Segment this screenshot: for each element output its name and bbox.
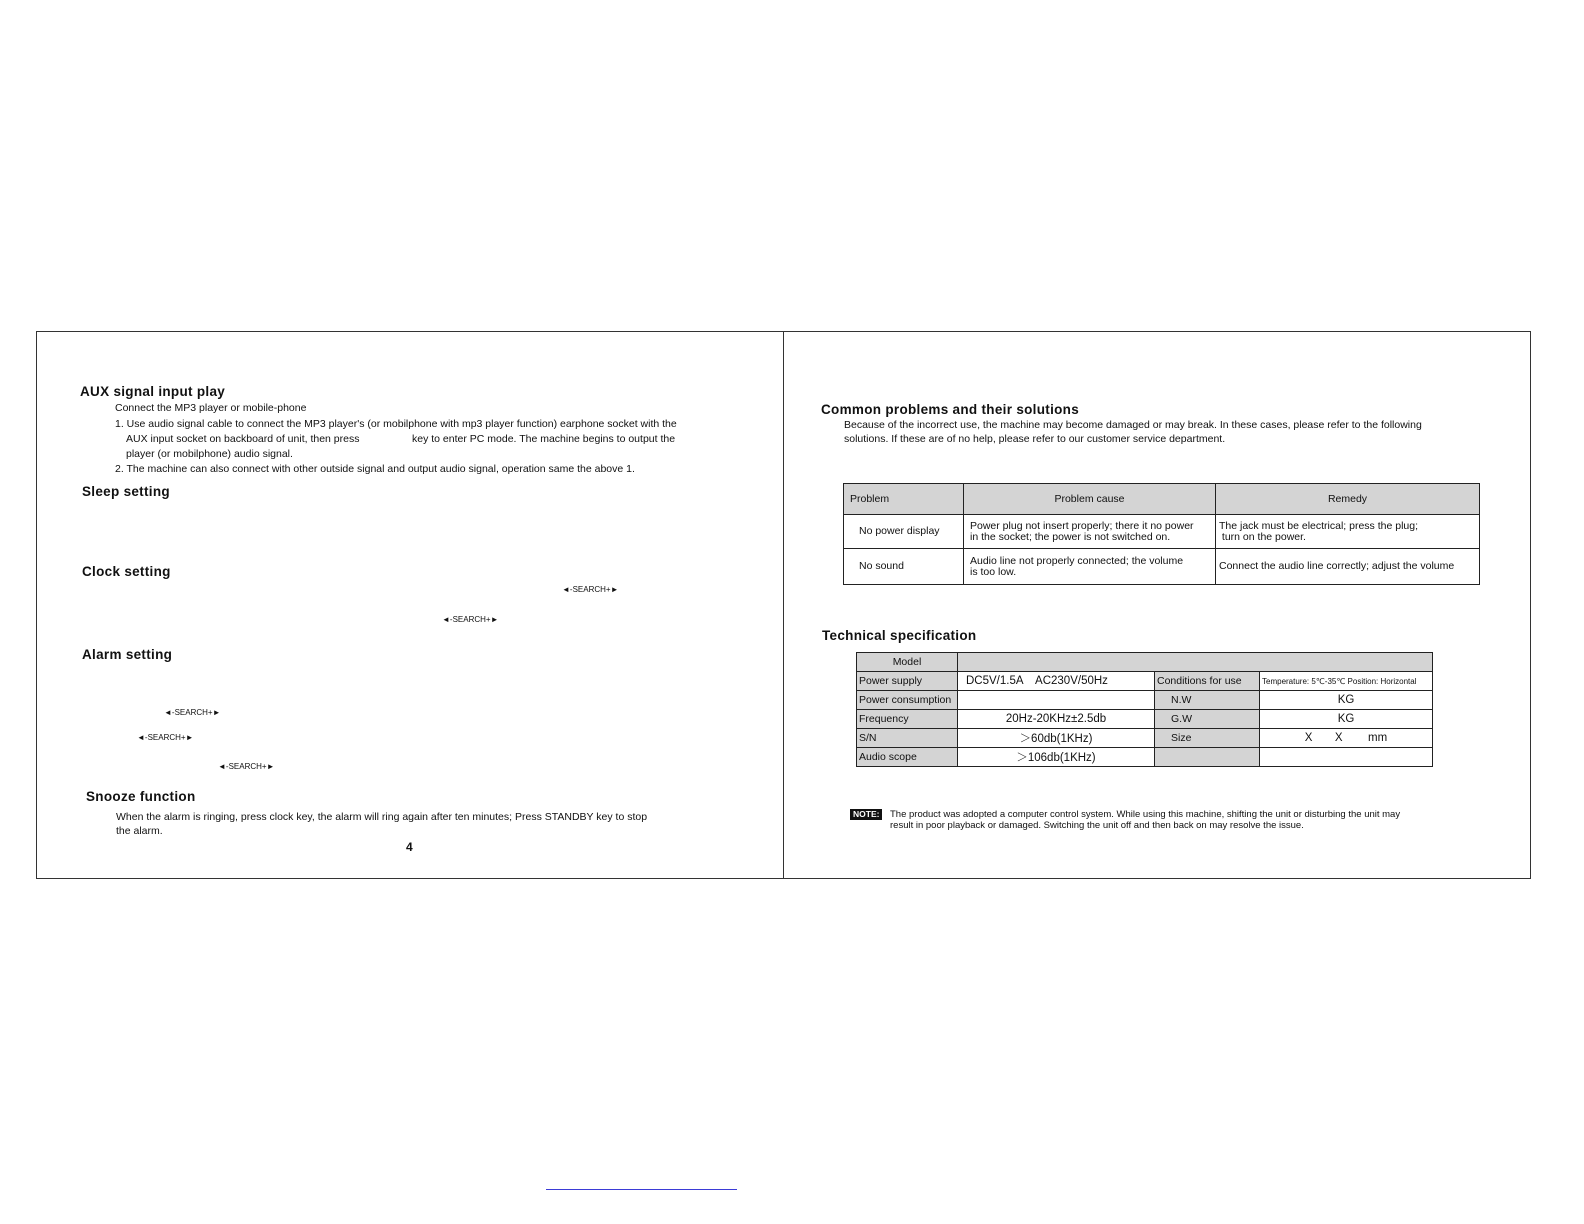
cause-line: Audio line not properly connected; the volume	[970, 554, 1184, 567]
page-divider	[783, 331, 784, 879]
table-header-row	[844, 484, 1480, 515]
problem-cell: No power display	[844, 515, 964, 549]
search-key-label: ◄-SEARCH+►	[218, 762, 275, 771]
spec-label: Size	[1155, 729, 1260, 748]
spec-label: Frequency	[857, 710, 958, 729]
cause-line: in the socket; the power is not switched on.	[970, 530, 1171, 543]
alarm-heading: Alarm setting	[82, 647, 173, 662]
spec-row	[857, 729, 1433, 748]
search-key-label: ◄-SEARCH+►	[137, 733, 194, 742]
problems-heading: Common problems and their solutions	[821, 402, 1080, 417]
spec-row	[857, 748, 1433, 767]
remedy-cell	[1216, 549, 1480, 585]
spec-value: DC5V/1.5A AC230V/50Hz	[958, 672, 1155, 691]
spec-row	[857, 691, 1433, 710]
spec-label	[1155, 748, 1260, 767]
spec-label: Audio scope	[857, 748, 958, 767]
spec-label: Conditions for use	[1155, 672, 1260, 691]
spec-row	[857, 710, 1433, 729]
spec-label: Power consumption	[857, 691, 958, 710]
aux-text-line: player (or mobilphone) audio signal.	[126, 448, 293, 460]
aux-heading: AUX signal input play	[80, 384, 226, 399]
header-cause: Problem cause	[964, 484, 1216, 515]
remedy-line: The jack must be electrical; press the plug;	[1219, 519, 1419, 532]
table-row	[844, 549, 1480, 585]
clock-heading: Clock setting	[82, 564, 171, 579]
header-remedy: Remedy	[1216, 484, 1480, 515]
aux-text-line: 2. The machine can also connect with other outside signal and output audio signal, operation same the above 1.	[115, 463, 635, 475]
remedy-line: turn on the power.	[1219, 530, 1306, 543]
table-row	[844, 515, 1480, 549]
spec-value: X X mm	[1260, 729, 1433, 748]
remedy-cell	[1216, 515, 1480, 549]
spec-heading: Technical specification	[822, 628, 977, 643]
cause-cell	[964, 515, 1216, 549]
page-number: 4	[406, 840, 413, 854]
cause-cell	[964, 549, 1216, 585]
note-text-line: The product was adopted a computer control system. While using this machine, shifting the unit or disturbing the unit may	[890, 809, 1401, 820]
snooze-text-line: When the alarm is ringing, press clock key, the alarm will ring again after ten minutes; Press STANDBY key to stop	[116, 811, 648, 823]
sleep-heading: Sleep setting	[82, 484, 170, 499]
problems-intro-line: solutions. If these are of no help, please refer to our customer service department.	[844, 433, 1226, 445]
spec-model-label: Model	[857, 653, 958, 672]
remedy-line: Connect the audio line correctly; adjust the volume	[1219, 560, 1455, 572]
spec-value: ＞106db(1KHz)	[958, 748, 1155, 767]
aux-text-line: 1. Use audio signal cable to connect the MP3 player's (or mobilphone with mp3 player function) earphone socket with the	[115, 418, 677, 430]
spec-label: G.W	[1155, 710, 1260, 729]
spec-value: Temperature: 5℃-35℃ Position: Horizontal	[1260, 672, 1433, 691]
note-badge: NOTE:	[850, 809, 882, 820]
spec-value: 20Hz-20KHz±2.5db	[958, 710, 1155, 729]
aux-text-line: key to enter PC mode. The machine begins to output the	[412, 433, 676, 445]
spec-value: KG	[1260, 710, 1433, 729]
search-key-label: ◄-SEARCH+►	[442, 615, 499, 624]
snooze-heading: Snooze function	[86, 789, 196, 804]
problems-table	[843, 483, 1480, 585]
spec-label: Power supply	[857, 672, 958, 691]
aux-text-line: Connect the MP3 player or mobile-phone	[115, 402, 307, 414]
header-problem: Problem	[844, 484, 964, 515]
spec-model-row	[857, 653, 1433, 672]
spec-value: ＞60db(1KHz)	[958, 729, 1155, 748]
problems-intro-line: Because of the incorrect use, the machine may become damaged or may break. In these cases, please refer to the following	[844, 419, 1422, 431]
aux-text-line: AUX input socket on backboard of unit, then press	[126, 433, 360, 445]
spec-table	[856, 652, 1433, 767]
spec-value: KG	[1260, 691, 1433, 710]
spec-label: S/N	[857, 729, 958, 748]
spec-value	[958, 691, 1155, 710]
cause-line: is too low.	[970, 565, 1017, 578]
cause-line: Power plug not insert properly; there it no power	[970, 519, 1194, 532]
problem-cell: No sound	[844, 549, 964, 585]
search-key-label: ◄-SEARCH+►	[562, 585, 619, 594]
spec-model-value	[958, 653, 1433, 672]
link-underline[interactable]	[546, 1189, 737, 1190]
snooze-text-line: the alarm.	[116, 825, 163, 837]
note-text-line: result in poor playback or damaged. Switching the unit off and then back on may resolve the issue.	[890, 820, 1304, 831]
spec-label: N.W	[1155, 691, 1260, 710]
search-key-label: ◄-SEARCH+►	[164, 708, 221, 717]
spec-row	[857, 672, 1433, 691]
spec-value	[1260, 748, 1433, 767]
